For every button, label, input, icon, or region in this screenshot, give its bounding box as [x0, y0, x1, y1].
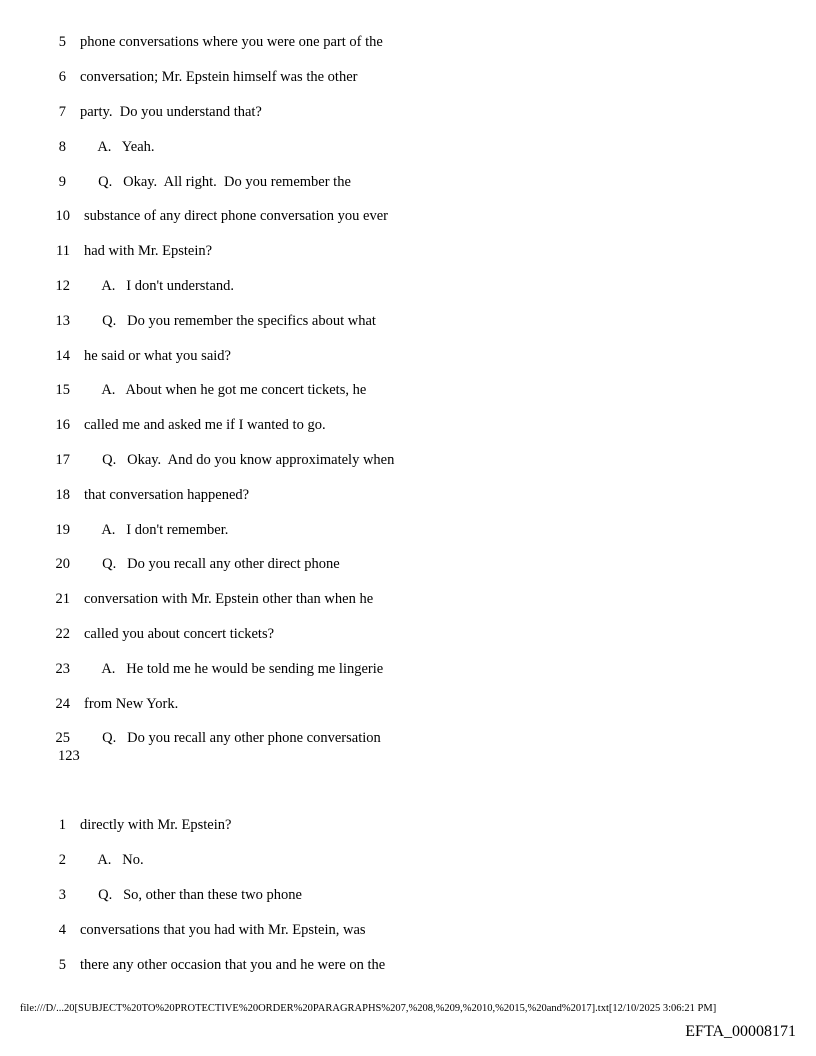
line-text: conversation with Mr. Epstein other than when he: [84, 591, 374, 607]
transcript-line: [0, 311, 816, 331]
footer-file-path: file:///D/...20[SUBJECT%20TO%20PROTECTIVE%20ORDER%20PARAGRAPHS%207,%208,%209,%2010,%2015,%20and%2017].txt[12/10/2025 3:06:21 PM]: [20, 1003, 717, 1014]
line-text: he said or what you said?: [84, 348, 231, 364]
line-number: 25: [55, 730, 70, 746]
line-text: that conversation happened?: [84, 487, 250, 503]
line-number: 1: [58, 817, 66, 833]
line-text: A. I don't understand.: [84, 278, 235, 294]
line-text: called you about concert tickets?: [84, 626, 275, 642]
transcript-line: [0, 955, 816, 975]
transcript-line: [0, 32, 816, 52]
line-number: 5: [58, 957, 66, 973]
line-number: 10: [55, 208, 70, 224]
footer-document-id: EFTA_00008171: [685, 1023, 796, 1040]
transcript-line: [0, 659, 816, 679]
transcript-line: [0, 485, 816, 505]
line-text: A. He told me he would be sending me lingerie: [84, 661, 384, 677]
line-number: 23: [55, 661, 70, 677]
line-text: Q. Do you remember the specifics about what: [84, 313, 376, 329]
line-number: 2: [58, 852, 66, 868]
transcript-line: [0, 276, 816, 296]
transcript-line: [0, 694, 816, 714]
transcript-line: [0, 450, 816, 470]
transcript-line: [0, 850, 816, 870]
line-text: called me and asked me if I wanted to go.: [84, 417, 326, 433]
line-text: Q. Okay. And do you know approximately when: [84, 452, 395, 468]
transcript-line: [0, 520, 816, 540]
page-number: 123: [58, 748, 80, 764]
line-number: 3: [58, 887, 66, 903]
transcript-line: [0, 885, 816, 905]
line-text: Q. So, other than these two phone: [80, 887, 302, 903]
transcript-line: [0, 241, 816, 261]
transcript-line: [0, 137, 816, 157]
line-number: 16: [55, 417, 70, 433]
line-text: A. No.: [80, 852, 144, 868]
transcript-line: [0, 920, 816, 940]
transcript-line: [0, 589, 816, 609]
line-text: conversation; Mr. Epstein himself was the other: [80, 69, 358, 85]
line-number: 5: [58, 34, 66, 50]
line-number: 4: [58, 922, 66, 938]
line-number: 11: [56, 243, 70, 259]
line-text: party. Do you understand that?: [80, 104, 262, 120]
transcript-line: [0, 206, 816, 226]
transcript-line: [0, 624, 816, 644]
line-text: A. About when he got me concert tickets, he: [84, 382, 367, 398]
line-number: 18: [55, 487, 70, 503]
line-number: 6: [58, 69, 66, 85]
line-number: 15: [55, 382, 70, 398]
transcript-line: [0, 728, 816, 748]
line-number: 14: [55, 348, 70, 364]
line-number: 12: [55, 278, 70, 294]
line-number: 13: [55, 313, 70, 329]
line-text: directly with Mr. Epstein?: [80, 817, 232, 833]
line-text: phone conversations where you were one part of the: [80, 34, 383, 50]
line-number: 19: [55, 522, 70, 538]
transcript-line: [0, 554, 816, 574]
line-text: Q. Do you recall any other phone conversation: [84, 730, 381, 746]
line-number: 21: [55, 591, 70, 607]
transcript-line: [0, 172, 816, 192]
line-number: 8: [58, 139, 66, 155]
line-text: there any other occasion that you and he were on the: [80, 957, 386, 973]
transcript-line: [0, 815, 816, 835]
line-text: had with Mr. Epstein?: [84, 243, 213, 259]
transcript-line: [0, 380, 816, 400]
line-text: from New York.: [84, 696, 179, 712]
transcript-line: [0, 346, 816, 366]
transcript-line: [0, 67, 816, 87]
line-text: substance of any direct phone conversation you ever: [84, 208, 388, 224]
line-text: A. I don't remember.: [84, 522, 229, 538]
line-text: A. Yeah.: [80, 139, 155, 155]
transcript-line: [0, 415, 816, 435]
transcript-line: [0, 102, 816, 122]
line-number: 24: [55, 696, 70, 712]
line-text: conversations that you had with Mr. Epstein, was: [80, 922, 366, 938]
line-text: Q. Do you recall any other direct phone: [84, 556, 340, 572]
line-number: 17: [55, 452, 70, 468]
line-number: 9: [58, 174, 66, 190]
line-number: 22: [55, 626, 70, 642]
line-number: 20: [55, 556, 70, 572]
line-text: Q. Okay. All right. Do you remember the: [80, 174, 351, 190]
line-number: 7: [58, 104, 66, 120]
